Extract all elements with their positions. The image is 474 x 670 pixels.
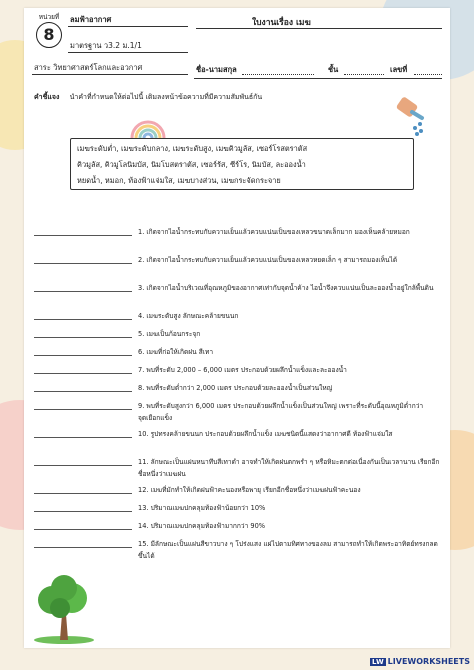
unit-badge (32, 12, 66, 52)
worksheet-title: ใบงานเรื่อง เมฆ (252, 18, 311, 28)
answer-blank[interactable] (34, 391, 132, 392)
question-text: 5. เมฆเป็นก้อนกระจุก (138, 330, 201, 338)
answer-blank[interactable] (34, 337, 132, 338)
rainbow-icon (128, 108, 168, 140)
answer-blank[interactable] (34, 235, 132, 236)
unit-number: 8 (36, 22, 62, 48)
instruction-label: คำชี้แจง (34, 93, 60, 101)
question-text: 10. รูปทรงคล้ายขนนก ประกอบด้วยผลึกน้ำแข็ง เมฆชนิดนี้แสดงว่าอากาศดี ท้องฟ้าแจ่มใส (138, 430, 393, 438)
number-field[interactable] (414, 74, 442, 75)
standard-underline (68, 52, 188, 53)
question-text: 4. เมฆระดับสูง ลักษณะคล้ายขนนก (138, 312, 239, 320)
subject-title: ลมฟ้าอากาศ (70, 15, 112, 24)
question-text: 7. พบที่ระดับ 2,000 – 6,000 เมตร ประกอบด้วยผลึกน้ำแข็งและละอองน้ำ (138, 366, 347, 374)
instruction-text: นำคำที่กำหนดให้ต่อไปนี้ เติมลงหน้าข้อความที่มีความสัมพันธ์กัน (69, 93, 263, 101)
strand-underline (32, 74, 188, 75)
question-text: 6. เมฆที่ก่อให้เกิดฝน สีเทา (138, 348, 214, 356)
worksheet-header (30, 12, 444, 86)
answer-blank[interactable] (34, 319, 132, 320)
answer-blank[interactable] (34, 355, 132, 356)
worksheet-page (24, 8, 450, 648)
watering-can-icon (390, 94, 430, 138)
question-text: 11. ลักษณะเป็นแผ่นหนาทึบสีเทาดำ อาจทำให้เกิดฝนตกพรำ ๆ หรือหิมะตกต่อเนื่องกันเป็นเวลานาน เรียกอีกชื่อหนึ่งว่าเมฆฝน (138, 458, 440, 478)
word-bank-line: คิวมูลัส, คิวมูโลนิมบัส, นิมโบสตราตัส, เซอร์รัส, ซีร์โร, นิมบัส, ละอองน้ำ (77, 160, 306, 169)
answer-blank[interactable] (34, 511, 132, 512)
logo-badge: LW (372, 658, 384, 666)
instruction-line (34, 92, 262, 103)
question-text: 13. ปริมาณเมฆปกคลุมท้องฟ้าน้อยกว่า 10% (138, 504, 266, 512)
unit-label: หน่วยที่ (38, 13, 60, 21)
answer-blank[interactable] (34, 409, 132, 410)
answer-blank[interactable] (34, 263, 132, 264)
liveworksheets-logo (370, 657, 470, 666)
name-label: ชื่อ-นามสกุล (196, 65, 237, 74)
question-text: 12. เมฆที่มักทำให้เกิดฝนฟ้าคะนองหรือพายุ เรียกอีกชื่อหนึ่งว่าเมฆฝนฟ้าคะนอง (138, 486, 361, 494)
question-text: 3. เกิดจากไอน้ำบริเวณที่อุณหภูมิของอากาศเท่ากับจุดน้ำค้าง ไอน้ำจึงควบแน่นเป็นละอองน้ำอยู่ใกล้พื้นดิน (138, 284, 434, 292)
answer-blank[interactable] (34, 529, 132, 530)
title-underline (196, 28, 442, 29)
question-text: 2. เกิดจากไอน้ำกระทบกับความเย็นแล้วควบแน่นเป็นของเหลวหยดเล็ก ๆ สามารถมองเห็นได้ (138, 256, 398, 264)
question-text: 15. มีลักษณะเป็นแผ่นสีขาวบาง ๆ โปร่งแสง แผ่ไปตามทิศทางของลม สามารถทำให้เกิดพระอาทิตย์ทรงกลดขึ้นได้ (138, 540, 438, 560)
question-text: 1. เกิดจากไอน้ำกระทบกับความเย็นแล้วควบแน่นเป็นของเหลวขนาดเล็กมาก มองเห็นคล้ายหมอก (138, 228, 410, 236)
answer-blank[interactable] (34, 465, 132, 466)
name-row-underline (194, 78, 442, 79)
answer-blank[interactable] (34, 291, 132, 292)
class-label: ชั้น (328, 65, 339, 74)
logo-text: LIVEWORKSHEETS (387, 657, 470, 666)
answer-blank[interactable] (34, 547, 132, 548)
number-label: เลขที่ (390, 65, 408, 74)
tree-illustration (30, 574, 98, 644)
answer-blank[interactable] (34, 373, 132, 374)
question-text: 8. พบที่ระดับต่ำกว่า 2,000 เมตร ประกอบด้วยละอองน้ำเป็นส่วนใหญ่ (138, 384, 333, 392)
answer-blank[interactable] (34, 493, 132, 494)
question-text: 14. ปริมาณเมฆปกคลุมท้องฟ้ามากกว่า 90% (138, 522, 266, 530)
word-bank-line: หยดน้ำ, หมอก, ท้องฟ้าแจ่มใส, เมฆบางส่วน, เมฆกระจัดกระจาย (77, 176, 281, 185)
subject-underline (68, 26, 188, 27)
question-text: 9. พบที่ระดับสูงกว่า 6,000 เมตร ประกอบด้วยผลึกน้ำแข็งเป็นส่วนใหญ่ เพราะที่ระดับนี้อุณหภูมิต่ำกว่าจุดเยือกแข็ง (138, 402, 424, 422)
word-bank (70, 138, 414, 190)
class-field[interactable] (344, 74, 384, 75)
name-field[interactable] (242, 74, 314, 75)
word-bank-line: เมฆระดับต่ำ, เมฆระดับกลาง, เมฆระดับสูง, เมฆคิวมูลัส, เซอร์โรสตราตัส (77, 144, 308, 153)
strand-text: สาระ วิทยาศาสตร์โลกและอวกาศ (34, 63, 143, 72)
answer-blank[interactable] (34, 437, 132, 438)
standard-text: มาตรฐาน ว3.2 ม.1/1 (70, 41, 142, 50)
